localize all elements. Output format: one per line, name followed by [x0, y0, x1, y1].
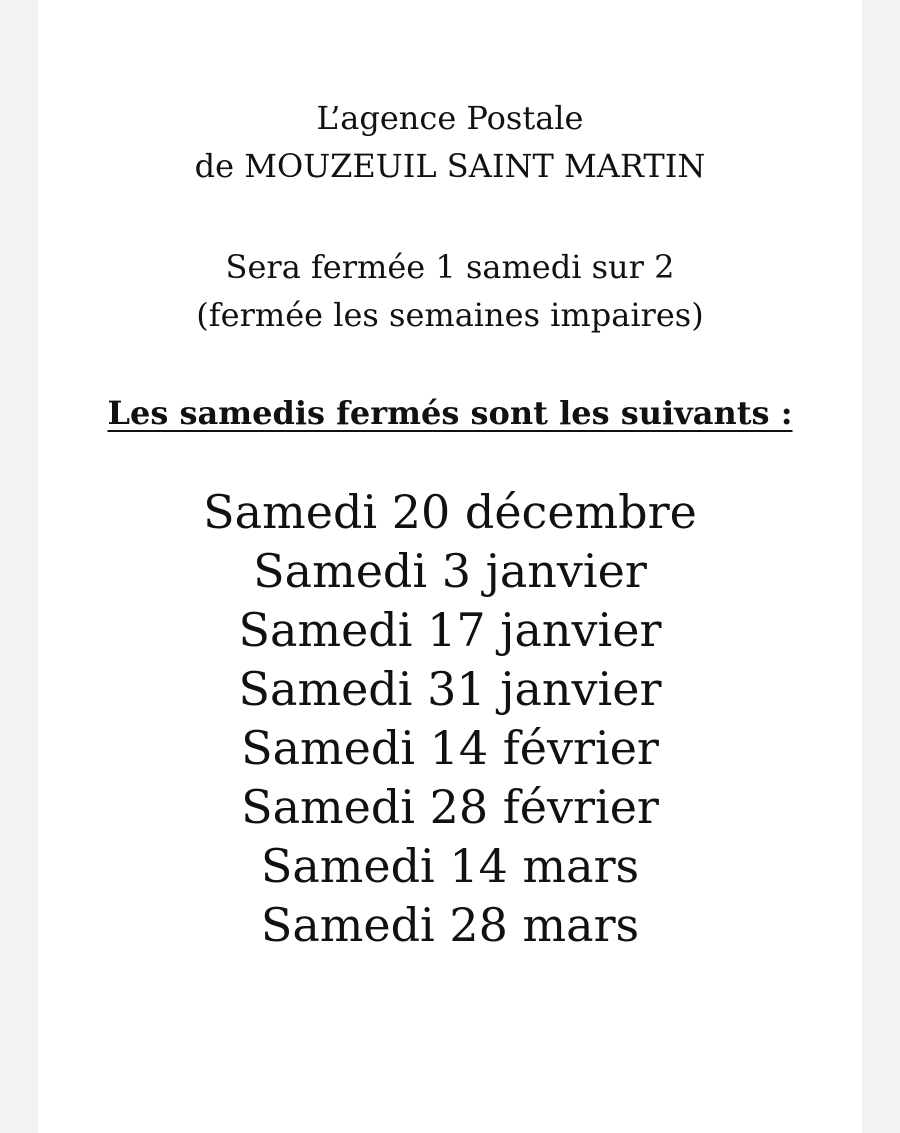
agency-name: L’agence Postale: [316, 99, 584, 137]
list-item: Samedi 14 mars: [260, 839, 640, 893]
list-item: Samedi 31 janvier: [238, 662, 662, 716]
list-item: Samedi 3 janvier: [253, 544, 647, 598]
list-item: Samedi 17 janvier: [238, 603, 662, 657]
closure-frequency: Sera fermée 1 samedi sur 2: [225, 248, 675, 286]
agency-header: [0, 94, 900, 190]
closure-notice: [0, 243, 900, 339]
agency-location: de MOUZEUIL SAINT MARTIN: [194, 147, 706, 185]
list-item: Samedi 28 février: [241, 780, 659, 834]
closed-dates-list: [0, 483, 900, 955]
list-heading-block: [0, 389, 900, 437]
closure-detail: (fermée les semaines impaires): [196, 296, 704, 334]
closed-dates-block: [0, 483, 900, 955]
list-item: Samedi 14 février: [241, 721, 659, 775]
list-item: Samedi 28 mars: [260, 898, 640, 952]
list-heading: Les samedis fermés sont les suivants :: [107, 394, 793, 432]
list-item: Samedi 20 décembre: [203, 485, 697, 539]
